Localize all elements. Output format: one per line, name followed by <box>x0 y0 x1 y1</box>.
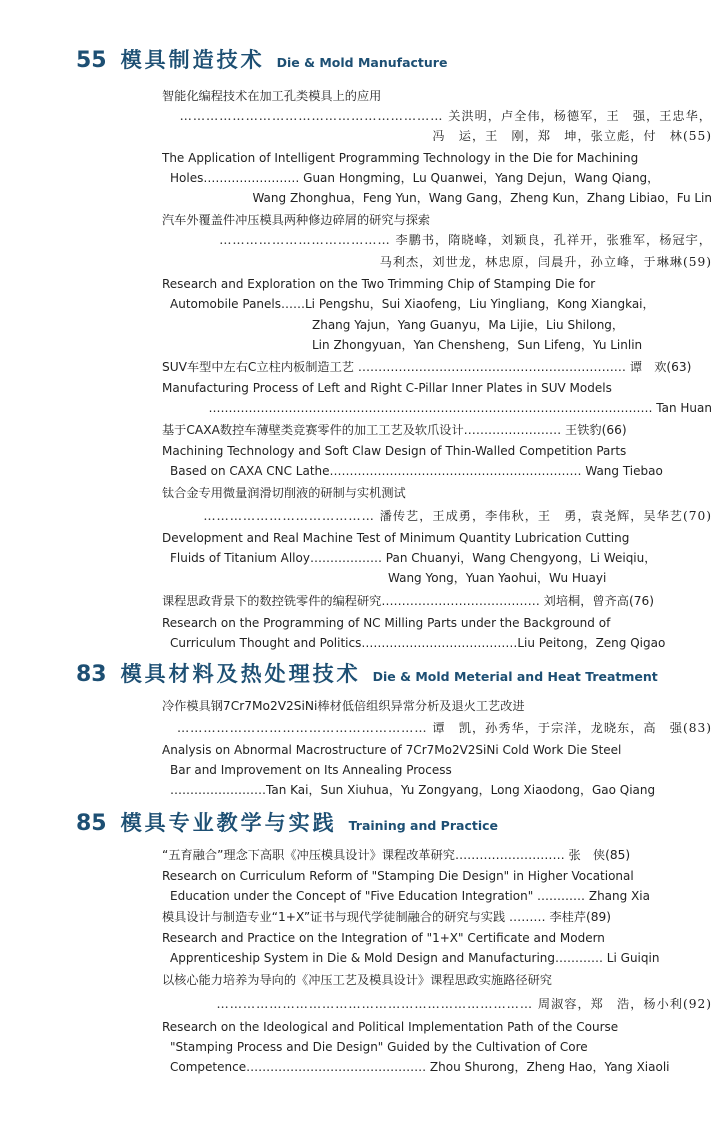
article-authors-en: Wang Zhonghua，Feng Yun，Wang Gang，Zheng Kun，Zhang Libiao，Fu Lin <box>252 191 712 205</box>
article-authors-cn: 冯 运，王 刚，郑 坤，张立彪，付 林(55) <box>432 129 712 143</box>
section-heading-85 <box>76 807 498 839</box>
section-heading-83 <box>76 658 658 690</box>
article-title-cn: “五育融合”理念下高职《冲压模具设计》课程改革研究……………………… 张 侠(85) <box>162 848 631 862</box>
article-title-en: Research and Practice on the Integration of "1+X" Certificate and Modern <box>162 931 605 945</box>
article-authors-en: Holes…………………… Guan Hongming，Lu Quanwei，Yang Dejun，Wang Qiang， <box>170 171 660 185</box>
section-title-cn: 模具专业教学与实践 <box>120 811 337 835</box>
article-authors-en: Wang Yong，Yuan Yaohui，Wu Huayi <box>388 571 607 585</box>
section-number: 55 <box>76 48 107 73</box>
article-title-cn: 基于CAXA数控车薄壁类竞赛零件的加工工艺及软爪设计…………………… 王铁豹(66) <box>162 423 627 437</box>
article-title-en: Manufacturing Process of Left and Right C-Pillar Inner Plates in SUV Models <box>162 381 612 395</box>
article-title-cn: 智能化编程技术在加工孔类模具上的应用 <box>162 89 382 103</box>
article-title-en: Machining Technology and Soft Claw Design of Thin-Walled Competition Parts <box>162 444 627 458</box>
article-authors-en: Apprenticeship System in Die & Mold Design and Manufacturing………… Li Guiqin <box>170 951 660 965</box>
article-title-cn: 以核心能力培养为导向的《冲压工艺及模具设计》课程思政实施路径研究 <box>162 973 552 987</box>
article-title-cn: 课程思政背景下的数控铣零件的编程研究………………………………… 刘培桐，曾齐高(76) <box>162 594 655 608</box>
article-authors-cn: ………………………………… 潘传艺，王成勇，李伟秋，王 勇，袁尧辉，吴华艺(70) <box>203 509 712 523</box>
article-title-en: "Stamping Process and Die Design" Guided by the Cultivation of Core <box>170 1040 588 1054</box>
article-authors-en: Competence……………………………………… Zhou Shurong，Zheng Hao，Yang Xiaoli <box>170 1060 670 1074</box>
article-title-en: Analysis on Abnormal Macrostructure of 7Cr7Mo2V2SiNi Cold Work Die Steel <box>162 743 622 757</box>
article-authors-en: ……………………Tan Kai，Sun Xiuhua，Yu Zongyang，Long Xiaodong，Gao Qiang <box>170 783 656 797</box>
article-title-en: The Application of Intelligent Programming Technology in the Die for Machining <box>162 151 639 165</box>
article-authors-cn: ……………………………………………………………… 周淑容，郑 浩，杨小利(92) <box>216 997 712 1011</box>
article-authors-cn: ………………………………… 李鹏书，隋晓峰，刘颖良，孔祥开，张雅军，杨冠宇， <box>219 233 712 247</box>
article-authors-cn: 马利杰，刘世龙，林忠原，闫晨升，孙立峰，于琳琳(59) <box>379 255 712 269</box>
article-title-cn: SUV车型中左右C立柱内板制造工艺 ………………………………………………………… 谭 欢(63) <box>162 360 692 374</box>
section-title-en: Training and Practice <box>348 818 498 833</box>
section-title-cn: 模具材料及热处理技术 <box>120 662 361 686</box>
article-title-en: Research on the Programming of NC Milling Parts under the Background of <box>162 616 611 630</box>
article-title-en: Research on the Ideological and Political Implementation Path of the Course <box>162 1020 619 1034</box>
article-title-cn: 汽车外覆盖件冲压模具两种修边碎屑的研究与探索 <box>162 213 431 227</box>
article-authors-cn: …………………………………………………… 关洪明，卢全伟，杨德军，王 强，王忠华， <box>179 109 712 123</box>
section-heading-55 <box>76 44 447 76</box>
article-authors-cn: ………………………………………………… 谭 凯，孙秀华，于宗洋，龙晓东，高 强(83) <box>176 721 712 735</box>
article-title-en: Research on Curriculum Reform of "Stamping Die Design" in Higher Vocational <box>162 869 634 883</box>
article-authors-en: Zhang Yajun，Yang Guanyu，Ma Lijie，Liu Shilong， <box>312 318 624 332</box>
section-number: 85 <box>76 811 107 836</box>
article-title-cn: 冷作模具钢7Cr7Mo2V2SiNi棒材低倍组织异常分析及退火工艺改进 <box>162 699 525 713</box>
article-title-en: Bar and Improvement on Its Annealing Process <box>170 763 452 777</box>
section-title-en: Die & Mold Manufacture <box>276 55 448 70</box>
article-authors-en: ………………………………………………………………………………………………… Tan Huan <box>208 401 712 415</box>
section-number: 83 <box>76 662 107 687</box>
section-title-en: Die & Mold Meterial and Heat Treatment <box>372 669 658 684</box>
article-title-cn: 模具设计与制造专业“1+X”证书与现代学徒制融合的研究与实践 ……… 李桂芹(89) <box>162 910 612 924</box>
article-authors-en: Based on CAXA CNC Lathe……………………………………………………… Wang Tiebao <box>170 464 663 478</box>
article-authors-en: Education under the Concept of "Five Education Integration" ………… Zhang Xia <box>170 889 650 903</box>
article-title-en: Development and Real Machine Test of Minimum Quantity Lubrication Cutting <box>162 531 630 545</box>
section-title-cn: 模具制造技术 <box>120 48 265 72</box>
article-title-cn: 钛合金专用微量润滑切削液的研制与实机测试 <box>162 486 406 500</box>
article-authors-en: Curriculum Thought and Politics…………………………………Liu Peitong，Zeng Qigao <box>170 636 666 650</box>
article-title-en: Research and Exploration on the Two Trimming Chip of Stamping Die for <box>162 277 596 291</box>
article-authors-en: Fluids of Titanium Alloy……………… Pan Chuanyi，Wang Chengyong，Li Weiqiu， <box>170 551 657 565</box>
article-authors-en: Lin Zhongyuan，Yan Chensheng，Sun Lifeng，Yu Linlin <box>312 338 643 352</box>
article-authors-en: Automobile Panels……Li Pengshu，Sui Xiaofeng，Liu Yingliang，Kong Xiangkai， <box>170 297 655 311</box>
